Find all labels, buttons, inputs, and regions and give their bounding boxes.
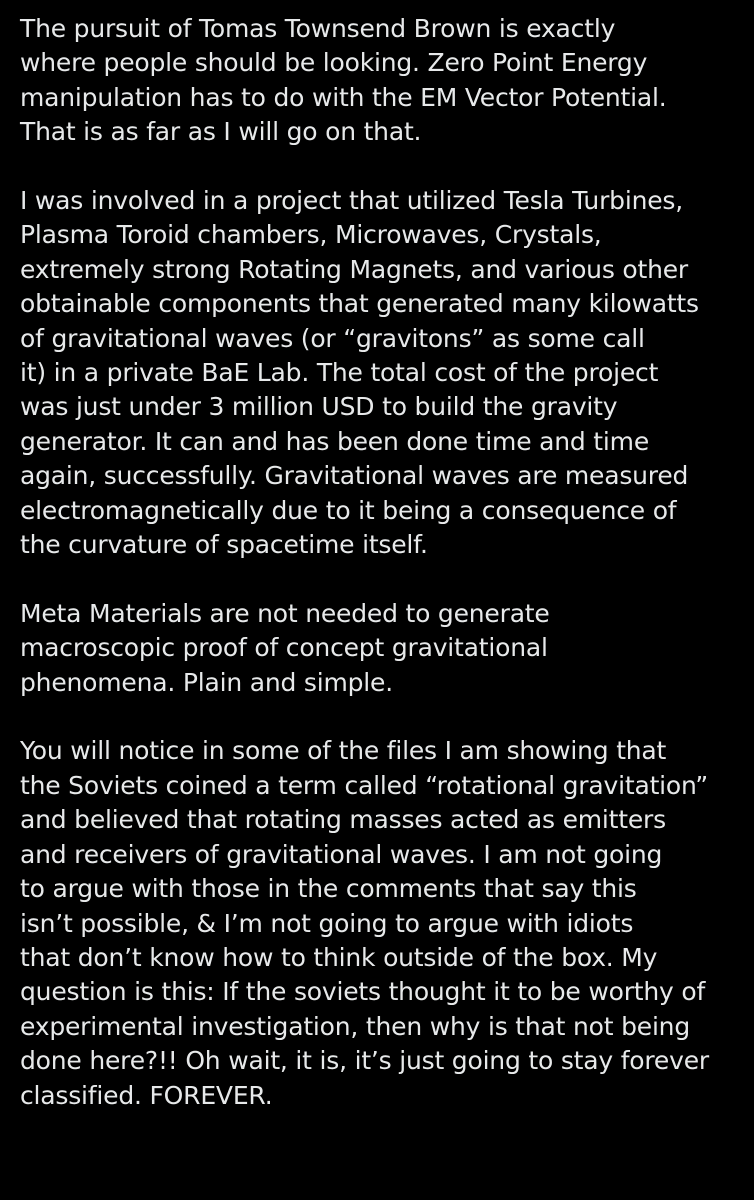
- text-line: isn’t possible, & I’m not going to argue with idiots: [20, 908, 634, 938]
- text-line: of gravitational waves (or “gravitons” as some call: [20, 323, 645, 353]
- text-line: Meta Materials are not needed to generate: [20, 598, 550, 628]
- paragraph-1: [20, 12, 736, 150]
- text-line: was just under 3 million USD to build the gravity: [20, 392, 618, 422]
- text-line: the curvature of spacetime itself.: [20, 530, 428, 560]
- text-line: done here?!! Oh wait, it is, it’s just going to stay forever: [20, 1046, 709, 1076]
- text-line: it) in a private BaE Lab. The total cost of the project: [20, 358, 659, 388]
- text-line: Plasma Toroid chambers, Microwaves, Crystals,: [20, 220, 602, 250]
- paragraph-2: [20, 184, 736, 562]
- text-line: experimental investigation, then why is that not being: [20, 1011, 690, 1041]
- text-line: generator. It can and has been done time and time: [20, 426, 649, 456]
- text-line: classified. FOREVER.: [20, 1080, 273, 1110]
- text-line: The pursuit of Tomas Townsend Brown is exactly: [20, 14, 616, 43]
- text-line: I was involved in a project that utilized Tesla Turbines,: [20, 186, 683, 216]
- text-line: obtainable components that generated many kilowatts: [20, 289, 699, 319]
- text-line: again, successfully. Gravitational waves are measured: [20, 461, 689, 491]
- paragraph-3: [20, 597, 736, 700]
- text-line: That is as far as I will go on that.: [20, 117, 422, 147]
- text-line: electromagnetically due to it being a consequence of: [20, 495, 677, 525]
- text-line: the Soviets coined a term called “rotational gravitation”: [20, 770, 709, 800]
- text-line: macroscopic proof of concept gravitational: [20, 633, 548, 663]
- text-line: and believed that rotating masses acted as emitters: [20, 805, 666, 835]
- text-line: that don’t know how to think outside of the box. My: [20, 942, 658, 972]
- text-line: where people should be looking. Zero Point Energy: [20, 48, 648, 78]
- text-line: manipulation has to do with the EM Vector Potential.: [20, 82, 667, 112]
- text-line: question is this: If the soviets thought it to be worthy of: [20, 977, 706, 1007]
- text-line: and receivers of gravitational waves. I am not going: [20, 839, 663, 869]
- text-line: phenomena. Plain and simple.: [20, 667, 393, 697]
- paragraph-4: [20, 734, 736, 1112]
- text-line: to argue with those in the comments that say this: [20, 874, 637, 904]
- text-line: extremely strong Rotating Magnets, and various other: [20, 254, 688, 284]
- text-line: You will notice in some of the files I am showing that: [20, 736, 667, 766]
